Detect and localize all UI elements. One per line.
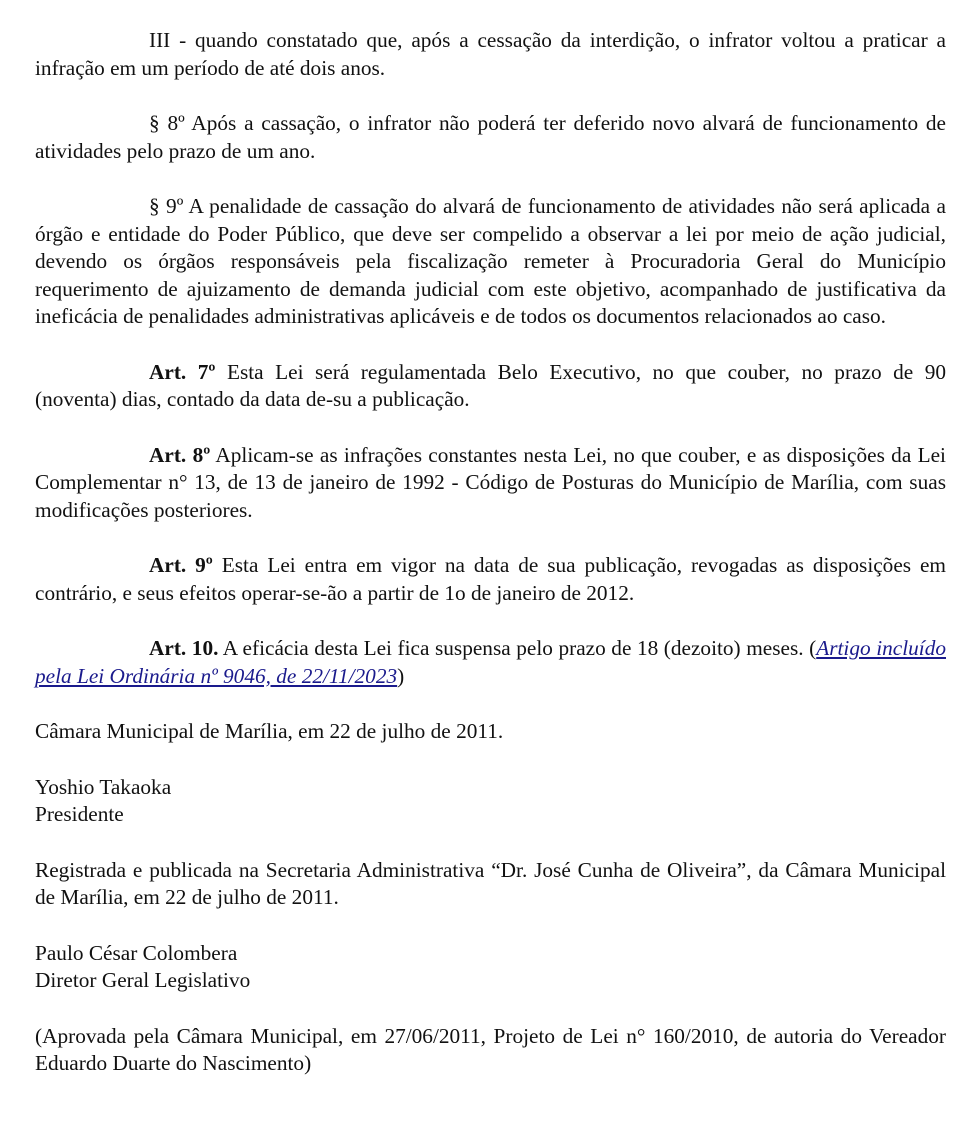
article-7	[35, 359, 946, 414]
article-9-label: Art. 9º	[149, 553, 213, 578]
paragraph-8: § 8º Após a cassação, o infrator não poderá ter deferido novo alvará de funcionamento de atividades pelo prazo de um ano.	[35, 110, 946, 163]
article-10-text: A eficácia desta Lei fica suspensa pelo prazo de 18 (dezoito) meses.	[218, 636, 810, 661]
director-signature-block	[35, 940, 946, 995]
article-7-text: Esta Lei será regulamentada Belo Executivo, no que couber, no prazo de 90 (noventa) dias, contado da data de-su a publicação.	[35, 359, 946, 412]
paragraph-9: § 9º A penalidade de cassação do alvará de funcionamento de atividades não será aplicada a órgão e entidade do Poder Público, que deve ser compelido a observar a lei por meio de ação judicial, devendo os órgãos responsáveis pela fiscalização remeter à Procuradoria Geral do Município requerimento de ajuizamento de demanda judicial com este objetivo, acompanhado de justificativa da ineficácia de penalidades administrativas aplicáveis e de todos os documentos relacionados ao caso.	[35, 193, 946, 329]
article-7-label: Art. 7º	[149, 359, 216, 384]
president-signature-block	[35, 774, 946, 829]
registry-paragraph: Registrada e publicada na Secretaria Administrativa “Dr. José Cunha de Oliveira”, da Câmara Municipal de Marília, em 22 de julho de 2011.	[35, 857, 946, 910]
article-8-label: Art. 8º	[149, 442, 211, 467]
article-10-label: Art. 10.	[149, 636, 219, 661]
article-8-text: Aplicam-se as infrações constantes nesta Lei, no que couber, e as disposições da Lei Complementar n° 13, de 13 de janeiro de 1992 - Código de Posturas do Município de Marília, com suas modificações posteriores.	[35, 442, 946, 522]
amendment-reference-link[interactable]: Artigo incluído pela Lei Ordinária nº 9046, de 22/11/2023	[35, 636, 946, 688]
article-10-ref-open: (	[809, 636, 817, 661]
place-date-line: Câmara Municipal de Marília, em 22 de julho de 2011.	[35, 719, 504, 744]
approval-note: (Aprovada pela Câmara Municipal, em 27/06/2011, Projeto de Lei n° 160/2010, de autoria do Vereador Eduardo Duarte do Nascimento)	[35, 1023, 946, 1076]
document-page	[35, 27, 946, 1106]
director-title: Diretor Geral Legislativo	[35, 968, 251, 993]
article-8	[35, 442, 946, 525]
president-title: Presidente	[35, 802, 124, 827]
article-9-text: Esta Lei entra em vigor na data de sua publicação, revogadas as disposições em contrário, e seus efeitos operar-se-ão a partir de 1o de janeiro de 2012.	[35, 553, 946, 605]
article-10-ref-close: )	[397, 663, 405, 688]
director-name: Paulo César Colombera	[35, 940, 238, 965]
article-9	[35, 552, 946, 607]
item-iii-paragraph: III - quando constatado que, após a cessação da interdição, o infrator voltou a praticar a infração em um período de até dois anos.	[35, 28, 946, 80]
article-10	[35, 635, 946, 690]
president-name: Yoshio Takaoka	[35, 774, 172, 799]
